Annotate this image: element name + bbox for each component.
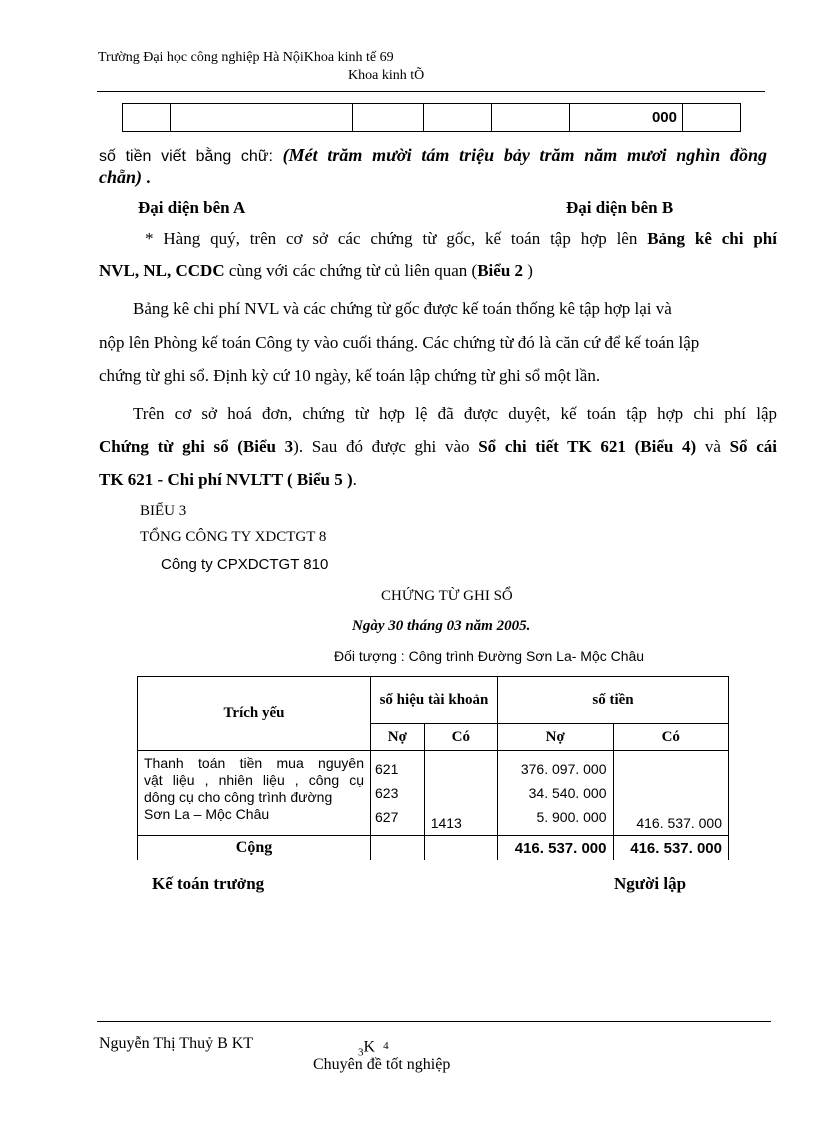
footer-class: $_3$K $^4$ (358, 1038, 389, 1059)
header-faculty: Khoa kinh tÕ (348, 68, 425, 83)
form-date: Ngày 30 tháng 03 năm 2005. (352, 618, 531, 634)
col-acct-co: Có (424, 724, 497, 751)
total-row (138, 836, 729, 861)
voucher-table (137, 676, 729, 860)
sig-chief-accountant: Kế toán trưởng (152, 874, 265, 893)
amount-words-line2: chẵn) . (99, 167, 151, 187)
form-bieu: BIỂU 3 (140, 503, 187, 519)
amt-co-cell: 416. 537. 000 (613, 751, 729, 836)
col-trich-yeu: Trích yếu (138, 677, 371, 751)
total-label: Cộng (138, 836, 371, 861)
total-no: 416. 537. 000 (498, 836, 614, 861)
para2-line3: chứng từ ghi sổ. Định kỳ cứ 10 ngày, kế toán lập chứng từ ghi sổ một lần. (99, 366, 601, 385)
col-acct-no: Nợ (371, 724, 425, 751)
amt-no-cell: 376. 097. 000 34. 540. 000 5. 900. 000 (498, 751, 614, 836)
para3-line1: Trên cơ sở hoá đơn, chứng từ hợp lệ đã được duyệt, kế toán tập hợp chi phí lập (133, 404, 777, 423)
form-subcompany: Công ty CPXDCTGT 810 (161, 556, 329, 573)
total-co: 416. 537. 000 (613, 836, 729, 861)
col-so-tien: số tiền (498, 677, 729, 724)
header-rule (97, 91, 765, 92)
carryover-amount: 000 (570, 104, 683, 132)
para2-line1: Bảng kê chi phí NVL và các chứng từ gốc được kế toán thống kê tập hợp lại và (133, 299, 672, 318)
description-cell: Thanh toán tiền mua nguyên vật liệu , nhiên liệu , công cụ dông cụ cho công trình đường Sơn La – Mộc Châu (138, 751, 371, 836)
footer-rule (97, 1021, 771, 1022)
col-amt-co: Có (613, 724, 729, 751)
col-amt-no: Nợ (498, 724, 614, 751)
header-school: Trường Đại học công nghiệp Hà NộiKhoa kinh tế 69 (98, 50, 394, 65)
rep-a: Đại diện bên A (138, 198, 246, 217)
footer-title: Chuyên đề tốt nghiệp (313, 1056, 451, 1073)
rep-b: Đại diện bên B (566, 198, 674, 217)
sig-preparer: Người lập (614, 874, 687, 893)
para2-line2: nộp lên Phòng kế toán Công ty vào cuối tháng. Các chứng từ đó là căn cứ để kế toán lập (99, 333, 700, 352)
footer-name: Nguyễn Thị Thuỷ B KT (99, 1035, 254, 1052)
form-object: Đối tượng : Công trình Đường Sơn La- Mộc Châu (334, 648, 645, 664)
amount-words-line1: số tiền viết bằng chữ: (Mét trăm mười tám triệu bảy trăm năm mươi nghìn đồng (99, 145, 768, 165)
para3-line2: Chứng từ ghi sổ (Biểu 3). Sau đó được ghi vào Sổ chi tiết TK 621 (Biểu 4) và Sổ cái (99, 437, 777, 456)
para1-line2: NVL, NL, CCDC cùng với các chứng từ củ liên quan (Biểu 2 ) (99, 261, 533, 280)
para1-line1: * Hàng quý, trên cơ sở các chứng từ gốc, kế toán tập hợp lên Bảng kê chi phí (145, 229, 777, 248)
col-so-hieu: số hiệu tài khoản (371, 677, 498, 724)
form-title: CHỨNG TỪ GHI SỔ (381, 588, 513, 604)
table-row (138, 751, 729, 836)
acct-no-cell: 621 623 627 (371, 751, 425, 836)
acct-co-cell: 1413 (424, 751, 497, 836)
form-company: TỔNG CÔNG TY XDCTGT 8 (140, 529, 327, 545)
carryover-table (122, 103, 741, 132)
para3-line3: TK 621 - Chi phí NVLTT ( Biểu 5 ). (99, 470, 357, 489)
